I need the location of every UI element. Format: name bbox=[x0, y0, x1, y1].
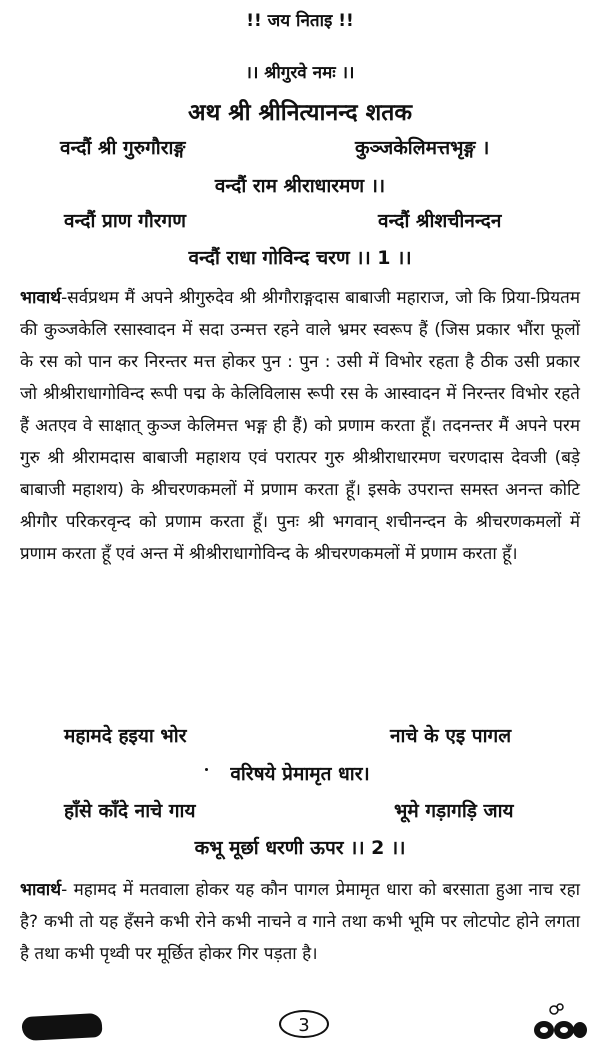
verse1-line1-left: वन्दौं श्री गुरुगौराङ्ग bbox=[60, 137, 186, 159]
commentary-2-label: भावार्थ bbox=[20, 880, 62, 900]
verse2-line1-right: नाचे के एइ पागल bbox=[390, 725, 512, 747]
verse2-line1-left: महामदे हइया भोर bbox=[64, 725, 187, 747]
verse1-line3-left: वन्दौं प्राण गौरगण bbox=[64, 210, 186, 232]
ink-blot bbox=[21, 1013, 102, 1041]
commentary-1 bbox=[20, 282, 580, 570]
verse2-line4: कभू मूर्छा धरणी ऊपर ।। 2 ।। bbox=[194, 837, 406, 859]
guru-salutation: ।। श्रीगुरवे नमः ।। bbox=[245, 63, 355, 83]
verse1-line3-right: वन्दौं श्रीशचीनन्दन bbox=[378, 210, 502, 232]
invocation-header: !! जय निताइ !! bbox=[246, 11, 354, 31]
commentary-1-text: -सर्वप्रथम मैं अपने श्रीगुरुदेव श्री श्रीगौराङ्गदास बाबाजी महाराज, जो कि प्रिया-प्रियतम की कुञ्जकेलि रसास्वादन में सदा उन्मत्त रहने वाले भ्रमर स्वरूप हैं (जिस प्रकार भौंरा फूलों के रस को पान कर निरन्तर मत्त होकर पुन : पुन : उसी में विभोर रहता है ठीक उसी प्रकार जो श्रीश्रीराधागोविन्द रूपी पद्म के केलिविलास रूपी रस के आस्वादन में निरन्तर विभोर रहते हैं अतएव वे साक्षात् कुञ्ज केलिमत्त भङ्ग ही हैं) को प्रणाम करता हूँ। तदनन्तर मैं अपने परम गुरु श्री श्रीरामदास बाबाजी महाशय एवं परात्पर गुरु श्रीश्रीराधारमण चरणदास देवजी (बड़े बाबाजी महाशय) के श्रीचरणकमलों में प्रणाम करता हूँ। इसके उपरान्त समस्त अनन्त कोटि श्रीगौर परिकरवृन्द को प्रणाम करता हूँ। पुनः श्री भगवान् शचीनन्दन के श्रीचरणकमलों में प्रणाम करता हूँ एवं अन्त में श्रीश्रीराधागोविन्द के श्रीचरणकमलों में प्रणाम करता हूँ। bbox=[20, 288, 581, 564]
commentary-2-text: - महामद में मतवाला होकर यह कौन पागल प्रेमामृत धारा को बरसाता हुआ नाच रहा है? कभी तो यह हँसने कभी रोने कभी नाचने व गाने तथा कभी भूमि पर लोटपोट होने लगता है तथा कभी पृथ्वी पर मूर्छित होकर गिर पड़ता है। bbox=[20, 880, 580, 964]
page-number: 3 bbox=[279, 1010, 329, 1038]
verse2-line2: वरिषये प्रेमामृत धार। bbox=[230, 763, 370, 785]
lotus-ornament-icon bbox=[532, 1000, 588, 1044]
commentary-2 bbox=[20, 874, 580, 970]
page-title: अथ श्री श्रीनित्यानन्द शतक bbox=[188, 100, 412, 126]
verse1-line2: वन्दौं राम श्रीराधारमण ।। bbox=[214, 175, 386, 197]
commentary-1-label: भावार्थ bbox=[20, 288, 62, 308]
verse1-line1-right: कुञ्जकेलिमत्तभृङ्ग । bbox=[355, 137, 490, 159]
verse2-line3-left: हाँसे काँदे नाचे गाय bbox=[64, 800, 196, 822]
verse2-line3-right: भूमे गड़ागड़ि जाय bbox=[394, 800, 514, 822]
verse1-line4: वन्दौं राधा गोविन्द चरण ।। 1 ।। bbox=[188, 247, 412, 269]
